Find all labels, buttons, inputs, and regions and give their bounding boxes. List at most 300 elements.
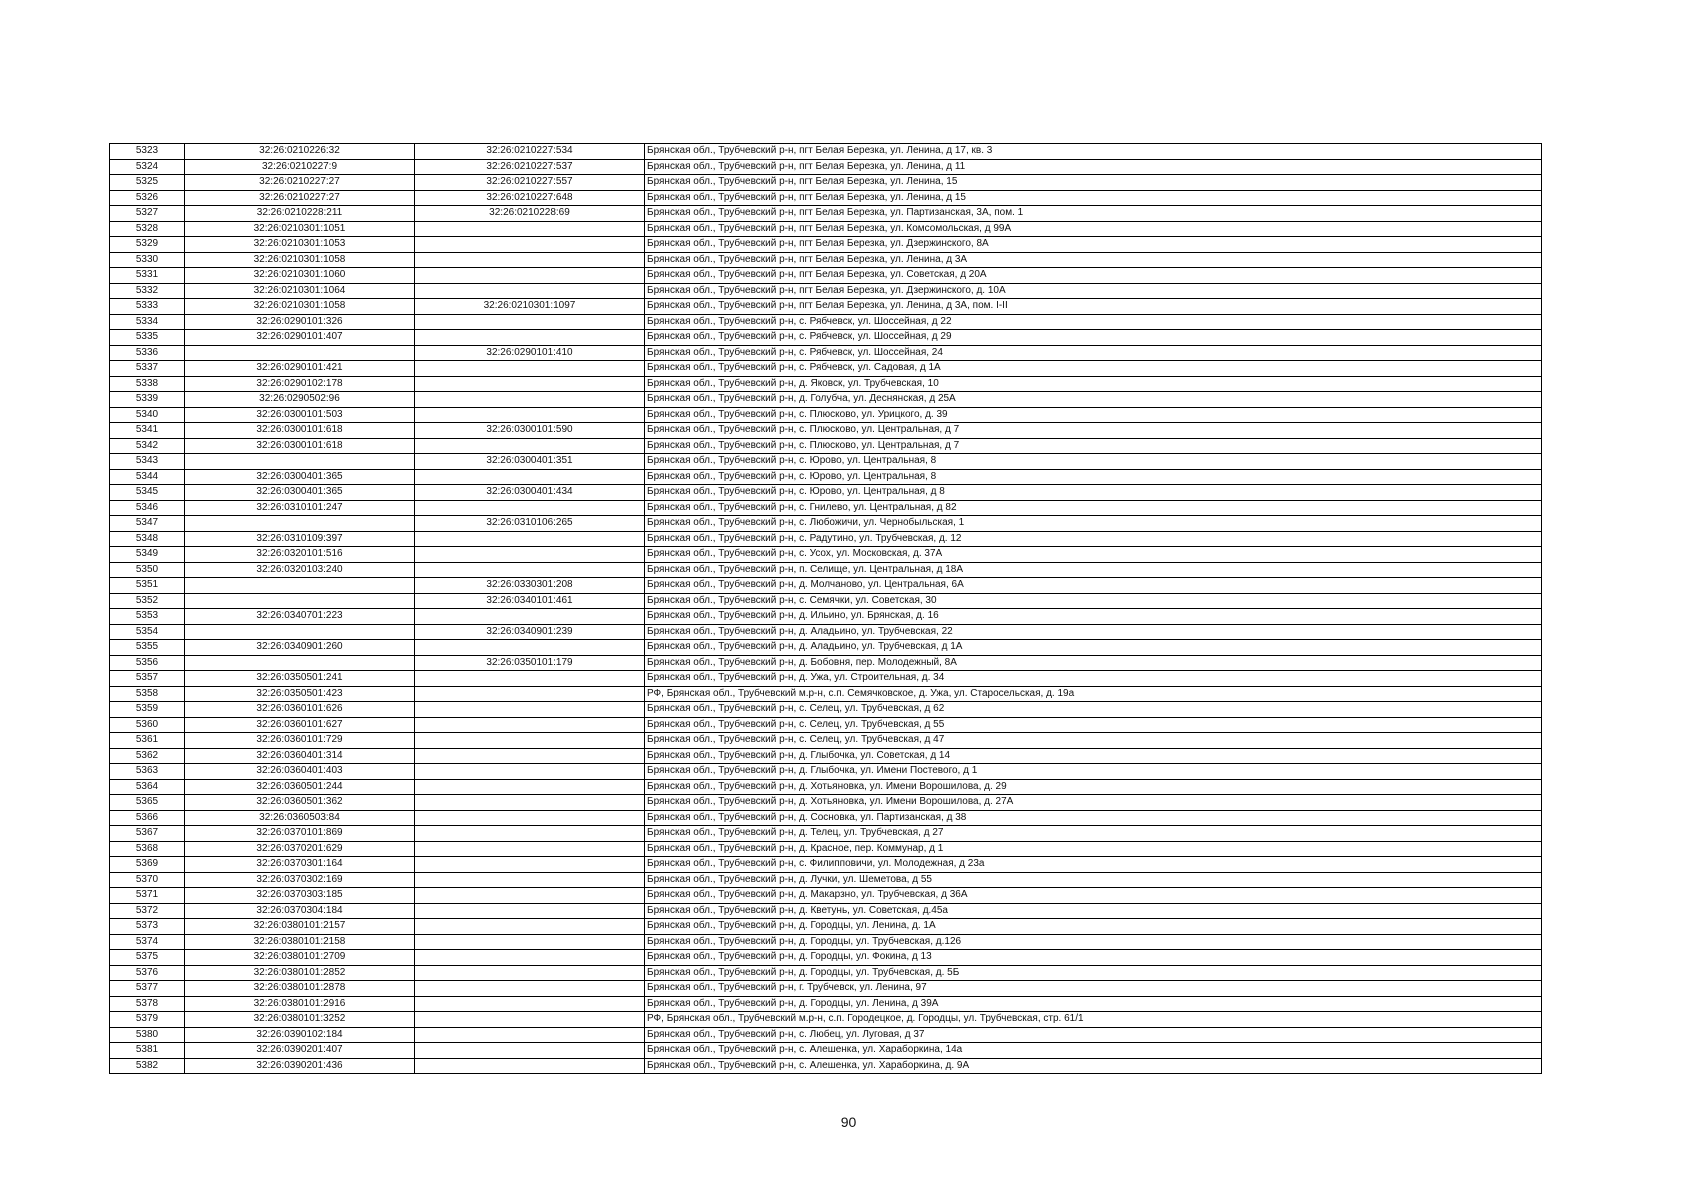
row-number-cell: 5336	[110, 345, 185, 361]
address-cell: Брянская обл., Трубчевский р-н, пгт Белая Березка, ул. Комсомольская, д 99А	[645, 221, 1542, 237]
address-cell: Брянская обл., Трубчевский р-н, с. Юрово, ул. Центральная, 8	[645, 469, 1542, 485]
parent-cadastral-number-cell	[415, 810, 645, 826]
row-number-cell: 5346	[110, 500, 185, 516]
cadastral-number-cell: 32:26:0360501:244	[185, 779, 415, 795]
address-cell: Брянская обл., Трубчевский р-н, д. Кветунь, ул. Советская, д.45а	[645, 903, 1542, 919]
cadastral-number-cell	[185, 578, 415, 594]
cadastral-number-cell: 32:26:0350501:241	[185, 671, 415, 687]
parent-cadastral-number-cell	[415, 702, 645, 718]
address-cell: Брянская обл., Трубчевский р-н, с. Плюсково, ул. Центральная, д 7	[645, 438, 1542, 454]
cadastral-number-cell: 32:26:0360101:626	[185, 702, 415, 718]
document-page	[109, 143, 1541, 1074]
cadastral-number-cell: 32:26:0380101:2709	[185, 950, 415, 966]
parent-cadastral-number-cell	[415, 438, 645, 454]
address-cell: Брянская обл., Трубчевский р-н, пгт Белая Березка, ул. Ленина, д 3А, пом. I-II	[645, 299, 1542, 315]
table-row	[110, 206, 1542, 222]
row-number-cell: 5351	[110, 578, 185, 594]
cadastral-number-cell	[185, 593, 415, 609]
parent-cadastral-number-cell	[415, 857, 645, 873]
parent-cadastral-number-cell: 32:26:0290101:410	[415, 345, 645, 361]
address-cell: Брянская обл., Трубчевский р-н, д. Городцы, ул. Ленина, д. 1А	[645, 919, 1542, 935]
table-row	[110, 624, 1542, 640]
parent-cadastral-number-cell	[415, 733, 645, 749]
parent-cadastral-number-cell	[415, 841, 645, 857]
row-number-cell: 5330	[110, 252, 185, 268]
table-row	[110, 841, 1542, 857]
cadastral-number-cell: 32:26:0360401:314	[185, 748, 415, 764]
parent-cadastral-number-cell	[415, 330, 645, 346]
table-row	[110, 996, 1542, 1012]
parent-cadastral-number-cell	[415, 764, 645, 780]
address-cell: Брянская обл., Трубчевский р-н, с. Усох, ул. Московская, д. 37А	[645, 547, 1542, 563]
row-number-cell: 5356	[110, 655, 185, 671]
address-cell: Брянская обл., Трубчевский р-н, с. Филипповичи, ул. Молодежная, д 23а	[645, 857, 1542, 873]
parent-cadastral-number-cell	[415, 314, 645, 330]
row-number-cell: 5341	[110, 423, 185, 439]
address-cell: Брянская обл., Трубчевский р-н, д. Городцы, ул. Трубчевская, д.126	[645, 934, 1542, 950]
row-number-cell: 5360	[110, 717, 185, 733]
cadastral-number-cell	[185, 454, 415, 470]
table-row	[110, 268, 1542, 284]
cadastral-number-cell: 32:26:0310109:397	[185, 531, 415, 547]
row-number-cell: 5380	[110, 1027, 185, 1043]
table-row	[110, 562, 1542, 578]
parent-cadastral-number-cell	[415, 1027, 645, 1043]
row-number-cell: 5333	[110, 299, 185, 315]
cadastral-number-cell: 32:26:0210301:1053	[185, 237, 415, 253]
parent-cadastral-number-cell	[415, 686, 645, 702]
row-number-cell: 5354	[110, 624, 185, 640]
cadastral-number-cell: 32:26:0210227:27	[185, 175, 415, 191]
register-table-body	[110, 144, 1542, 1074]
cadastral-number-cell: 32:26:0290101:326	[185, 314, 415, 330]
row-number-cell: 5334	[110, 314, 185, 330]
address-cell: Брянская обл., Трубчевский р-н, с. Селец, ул. Трубчевская, д 62	[645, 702, 1542, 718]
register-table	[109, 143, 1542, 1074]
cadastral-number-cell: 32:26:0370303:185	[185, 888, 415, 904]
address-cell: Брянская обл., Трубчевский р-н, пгт Белая Березка, ул. Ленина, д 15	[645, 190, 1542, 206]
address-cell: Брянская обл., Трубчевский р-н, д. Городцы, ул. Трубчевская, д. 5Б	[645, 965, 1542, 981]
address-cell: Брянская обл., Трубчевский р-н, с. Любец, ул. Луговая, д 37	[645, 1027, 1542, 1043]
cadastral-number-cell: 32:26:0290102:178	[185, 376, 415, 392]
row-number-cell: 5348	[110, 531, 185, 547]
cadastral-number-cell: 32:26:0370302:169	[185, 872, 415, 888]
cadastral-number-cell: 32:26:0380101:2852	[185, 965, 415, 981]
cadastral-number-cell: 32:26:0210227:27	[185, 190, 415, 206]
table-row	[110, 159, 1542, 175]
row-number-cell: 5327	[110, 206, 185, 222]
row-number-cell: 5358	[110, 686, 185, 702]
row-number-cell: 5343	[110, 454, 185, 470]
parent-cadastral-number-cell	[415, 500, 645, 516]
cadastral-number-cell: 32:26:0320103:240	[185, 562, 415, 578]
parent-cadastral-number-cell	[415, 795, 645, 811]
parent-cadastral-number-cell: 32:26:0300101:590	[415, 423, 645, 439]
cadastral-number-cell: 32:26:0390201:407	[185, 1043, 415, 1059]
row-number-cell: 5340	[110, 407, 185, 423]
parent-cadastral-number-cell	[415, 376, 645, 392]
address-cell: Брянская обл., Трубчевский р-н, д. Сосновка, ул. Партизанская, д 38	[645, 810, 1542, 826]
cadastral-number-cell: 32:26:0360401:403	[185, 764, 415, 780]
row-number-cell: 5338	[110, 376, 185, 392]
row-number-cell: 5337	[110, 361, 185, 377]
table-row	[110, 516, 1542, 532]
cadastral-number-cell: 32:26:0290101:407	[185, 330, 415, 346]
address-cell: Брянская обл., Трубчевский р-н, пгт Белая Березка, ул. Советская, д 20А	[645, 268, 1542, 284]
parent-cadastral-number-cell: 32:26:0210227:537	[415, 159, 645, 175]
cadastral-number-cell: 32:26:0300101:618	[185, 423, 415, 439]
row-number-cell: 5349	[110, 547, 185, 563]
address-cell: Брянская обл., Трубчевский р-н, с. Плюсково, ул. Центральная, д 7	[645, 423, 1542, 439]
cadastral-number-cell: 32:26:0300401:365	[185, 469, 415, 485]
table-row	[110, 252, 1542, 268]
parent-cadastral-number-cell: 32:26:0210227:534	[415, 144, 645, 160]
row-number-cell: 5366	[110, 810, 185, 826]
row-number-cell: 5371	[110, 888, 185, 904]
address-cell: Брянская обл., Трубчевский р-н, с. Гнилево, ул. Центральная, д 82	[645, 500, 1542, 516]
table-row	[110, 857, 1542, 873]
address-cell: Брянская обл., Трубчевский р-н, д. Голубча, ул. Деснянская, д 25А	[645, 392, 1542, 408]
table-row	[110, 361, 1542, 377]
cadastral-number-cell: 32:26:0290502:96	[185, 392, 415, 408]
table-row	[110, 950, 1542, 966]
table-row	[110, 686, 1542, 702]
cadastral-number-cell: 32:26:0210301:1051	[185, 221, 415, 237]
cadastral-number-cell	[185, 624, 415, 640]
cadastral-number-cell: 32:26:0210301:1064	[185, 283, 415, 299]
table-row	[110, 438, 1542, 454]
table-row	[110, 981, 1542, 997]
row-number-cell: 5365	[110, 795, 185, 811]
row-number-cell: 5364	[110, 779, 185, 795]
cadastral-number-cell: 32:26:0210228:211	[185, 206, 415, 222]
cadastral-number-cell: 32:26:0210227:9	[185, 159, 415, 175]
parent-cadastral-number-cell	[415, 872, 645, 888]
parent-cadastral-number-cell: 32:26:0210301:1097	[415, 299, 645, 315]
row-number-cell: 5328	[110, 221, 185, 237]
row-number-cell: 5345	[110, 485, 185, 501]
table-row	[110, 717, 1542, 733]
table-row	[110, 469, 1542, 485]
address-cell: Брянская обл., Трубчевский р-н, д. Городцы, ул. Фокина, д 13	[645, 950, 1542, 966]
parent-cadastral-number-cell	[415, 981, 645, 997]
parent-cadastral-number-cell: 32:26:0210227:648	[415, 190, 645, 206]
parent-cadastral-number-cell	[415, 748, 645, 764]
address-cell: Брянская обл., Трубчевский р-н, с. Алешенка, ул. Хараборкина, 14а	[645, 1043, 1542, 1059]
table-row	[110, 299, 1542, 315]
address-cell: Брянская обл., Трубчевский р-н, пгт Белая Березка, ул. Партизанская, 3А, пом. 1	[645, 206, 1542, 222]
cadastral-number-cell: 32:26:0210226:32	[185, 144, 415, 160]
row-number-cell: 5368	[110, 841, 185, 857]
row-number-cell: 5373	[110, 919, 185, 935]
parent-cadastral-number-cell	[415, 1043, 645, 1059]
row-number-cell: 5329	[110, 237, 185, 253]
address-cell: Брянская обл., Трубчевский р-н, пгт Белая Березка, ул. Дзержинского, д. 10А	[645, 283, 1542, 299]
parent-cadastral-number-cell	[415, 903, 645, 919]
address-cell: Брянская обл., Трубчевский р-н, с. Семячки, ул. Советская, 30	[645, 593, 1542, 609]
parent-cadastral-number-cell	[415, 547, 645, 563]
address-cell: Брянская обл., Трубчевский р-н, д. Красное, пер. Коммунар, д 1	[645, 841, 1542, 857]
parent-cadastral-number-cell: 32:26:0340901:239	[415, 624, 645, 640]
table-row	[110, 531, 1542, 547]
address-cell: Брянская обл., Трубчевский р-н, с. Рябчевск, ул. Садовая, д 1А	[645, 361, 1542, 377]
address-cell: Брянская обл., Трубчевский р-н, п. Селище, ул. Центральная, д 18А	[645, 562, 1542, 578]
row-number-cell: 5332	[110, 283, 185, 299]
row-number-cell: 5331	[110, 268, 185, 284]
page-number: 90	[840, 1114, 857, 1130]
row-number-cell: 5324	[110, 159, 185, 175]
parent-cadastral-number-cell	[415, 950, 645, 966]
cadastral-number-cell	[185, 345, 415, 361]
parent-cadastral-number-cell: 32:26:0340101:461	[415, 593, 645, 609]
row-number-cell: 5326	[110, 190, 185, 206]
parent-cadastral-number-cell	[415, 469, 645, 485]
address-cell: Брянская обл., Трубчевский р-н, с. Рябчевск, ул. Шоссейная, д 29	[645, 330, 1542, 346]
parent-cadastral-number-cell: 32:26:0330301:208	[415, 578, 645, 594]
table-row	[110, 144, 1542, 160]
parent-cadastral-number-cell	[415, 919, 645, 935]
row-number-cell: 5357	[110, 671, 185, 687]
table-row	[110, 578, 1542, 594]
address-cell: Брянская обл., Трубчевский р-н, д. Телец, ул. Трубчевская, д 27	[645, 826, 1542, 842]
row-number-cell: 5362	[110, 748, 185, 764]
parent-cadastral-number-cell: 32:26:0310106:265	[415, 516, 645, 532]
table-row	[110, 547, 1542, 563]
table-row	[110, 314, 1542, 330]
table-row	[110, 500, 1542, 516]
address-cell: Брянская обл., Трубчевский р-н, с. Рябчевск, ул. Шоссейная, д 22	[645, 314, 1542, 330]
address-cell: Брянская обл., Трубчевский р-н, д. Городцы, ул. Ленина, д 39А	[645, 996, 1542, 1012]
parent-cadastral-number-cell: 32:26:0350101:179	[415, 655, 645, 671]
cadastral-number-cell: 32:26:0370101:869	[185, 826, 415, 842]
row-number-cell: 5325	[110, 175, 185, 191]
row-number-cell: 5323	[110, 144, 185, 160]
table-row	[110, 1058, 1542, 1074]
table-row	[110, 454, 1542, 470]
address-cell: Брянская обл., Трубчевский р-н, с. Плюсково, ул. Урицкого, д. 39	[645, 407, 1542, 423]
table-row	[110, 283, 1542, 299]
row-number-cell: 5352	[110, 593, 185, 609]
parent-cadastral-number-cell	[415, 609, 645, 625]
row-number-cell: 5359	[110, 702, 185, 718]
cadastral-number-cell: 32:26:0380101:3252	[185, 1012, 415, 1028]
row-number-cell: 5335	[110, 330, 185, 346]
address-cell: Брянская обл., Трубчевский р-н, д. Бобовня, пер. Молодежный, 8А	[645, 655, 1542, 671]
row-number-cell: 5361	[110, 733, 185, 749]
cadastral-number-cell: 32:26:0210301:1060	[185, 268, 415, 284]
cadastral-number-cell	[185, 655, 415, 671]
table-row	[110, 392, 1542, 408]
address-cell: Брянская обл., Трубчевский р-н, с. Селец, ул. Трубчевская, д 55	[645, 717, 1542, 733]
table-row	[110, 190, 1542, 206]
parent-cadastral-number-cell	[415, 1012, 645, 1028]
parent-cadastral-number-cell	[415, 268, 645, 284]
cadastral-number-cell: 32:26:0380101:2157	[185, 919, 415, 935]
address-cell: Брянская обл., Трубчевский р-н, д. Макарзно, ул. Трубчевская, д 36А	[645, 888, 1542, 904]
cadastral-number-cell: 32:26:0320101:516	[185, 547, 415, 563]
table-row	[110, 748, 1542, 764]
row-number-cell: 5363	[110, 764, 185, 780]
address-cell: Брянская обл., Трубчевский р-н, д. Хотьяновка, ул. Имени Ворошилова, д. 29	[645, 779, 1542, 795]
parent-cadastral-number-cell	[415, 1058, 645, 1074]
parent-cadastral-number-cell	[415, 934, 645, 950]
table-row	[110, 764, 1542, 780]
address-cell: Брянская обл., Трубчевский р-н, пгт Белая Березка, ул. Ленина, д 3А	[645, 252, 1542, 268]
address-cell: Брянская обл., Трубчевский р-н, с. Селец, ул. Трубчевская, д 47	[645, 733, 1542, 749]
parent-cadastral-number-cell	[415, 671, 645, 687]
row-number-cell: 5377	[110, 981, 185, 997]
address-cell: Брянская обл., Трубчевский р-н, д. Ужа, ул. Строительная, д. 34	[645, 671, 1542, 687]
row-number-cell: 5372	[110, 903, 185, 919]
parent-cadastral-number-cell	[415, 717, 645, 733]
table-row	[110, 655, 1542, 671]
table-row	[110, 221, 1542, 237]
row-number-cell: 5382	[110, 1058, 185, 1074]
address-cell: Брянская обл., Трубчевский р-н, пгт Белая Березка, ул. Ленина, д 11	[645, 159, 1542, 175]
parent-cadastral-number-cell	[415, 283, 645, 299]
address-cell: Брянская обл., Трубчевский р-н, д. Хотьяновка, ул. Имени Ворошилова, д. 27А	[645, 795, 1542, 811]
row-number-cell: 5369	[110, 857, 185, 873]
row-number-cell: 5347	[110, 516, 185, 532]
table-row	[110, 826, 1542, 842]
parent-cadastral-number-cell: 32:26:0210227:557	[415, 175, 645, 191]
cadastral-number-cell: 32:26:0390102:184	[185, 1027, 415, 1043]
table-row	[110, 733, 1542, 749]
cadastral-number-cell: 32:26:0380101:2158	[185, 934, 415, 950]
cadastral-number-cell: 32:26:0370301:164	[185, 857, 415, 873]
table-row	[110, 1027, 1542, 1043]
parent-cadastral-number-cell	[415, 237, 645, 253]
parent-cadastral-number-cell: 32:26:0300401:434	[415, 485, 645, 501]
table-row	[110, 965, 1542, 981]
table-row	[110, 810, 1542, 826]
cadastral-number-cell: 32:26:0290101:421	[185, 361, 415, 377]
parent-cadastral-number-cell	[415, 221, 645, 237]
address-cell: Брянская обл., Трубчевский р-н, с. Радутино, ул. Трубчевская, д. 12	[645, 531, 1542, 547]
table-row	[110, 779, 1542, 795]
row-number-cell: 5350	[110, 562, 185, 578]
cadastral-number-cell: 32:26:0370304:184	[185, 903, 415, 919]
parent-cadastral-number-cell	[415, 888, 645, 904]
row-number-cell: 5381	[110, 1043, 185, 1059]
parent-cadastral-number-cell	[415, 996, 645, 1012]
address-cell: Брянская обл., Трубчевский р-н, пгт Белая Березка, ул. Ленина, 15	[645, 175, 1542, 191]
row-number-cell: 5367	[110, 826, 185, 842]
table-row	[110, 919, 1542, 935]
row-number-cell: 5355	[110, 640, 185, 656]
address-cell: Брянская обл., Трубчевский р-н, пгт Белая Березка, ул. Дзержинского, 8А	[645, 237, 1542, 253]
cadastral-number-cell: 32:26:0370201:629	[185, 841, 415, 857]
cadastral-number-cell: 32:26:0390201:436	[185, 1058, 415, 1074]
parent-cadastral-number-cell	[415, 252, 645, 268]
cadastral-number-cell: 32:26:0360101:627	[185, 717, 415, 733]
cadastral-number-cell: 32:26:0380101:2878	[185, 981, 415, 997]
address-cell: Брянская обл., Трубчевский р-н, г. Трубчевск, ул. Ленина, 97	[645, 981, 1542, 997]
cadastral-number-cell: 32:26:0350501:423	[185, 686, 415, 702]
parent-cadastral-number-cell	[415, 392, 645, 408]
address-cell: Брянская обл., Трубчевский р-н, с. Юрово, ул. Центральная, д 8	[645, 485, 1542, 501]
cadastral-number-cell: 32:26:0340901:260	[185, 640, 415, 656]
address-cell: Брянская обл., Трубчевский р-н, пгт Белая Березка, ул. Ленина, д 17, кв. 3	[645, 144, 1542, 160]
table-row	[110, 407, 1542, 423]
table-row	[110, 872, 1542, 888]
parent-cadastral-number-cell: 32:26:0300401:351	[415, 454, 645, 470]
cadastral-number-cell: 32:26:0360101:729	[185, 733, 415, 749]
cadastral-number-cell: 32:26:0210301:1058	[185, 299, 415, 315]
table-row	[110, 175, 1542, 191]
parent-cadastral-number-cell: 32:26:0210228:69	[415, 206, 645, 222]
cadastral-number-cell: 32:26:0340701:223	[185, 609, 415, 625]
address-cell: Брянская обл., Трубчевский р-н, д. Лучки, ул. Шеметова, д 55	[645, 872, 1542, 888]
address-cell: Брянская обл., Трубчевский р-н, д. Аладьино, ул. Трубчевская, д 1А	[645, 640, 1542, 656]
parent-cadastral-number-cell	[415, 779, 645, 795]
row-number-cell: 5339	[110, 392, 185, 408]
table-row	[110, 485, 1542, 501]
row-number-cell: 5370	[110, 872, 185, 888]
row-number-cell: 5376	[110, 965, 185, 981]
table-row	[110, 640, 1542, 656]
parent-cadastral-number-cell	[415, 640, 645, 656]
address-cell: Брянская обл., Трубчевский р-н, д. Глыбочка, ул. Советская, д 14	[645, 748, 1542, 764]
parent-cadastral-number-cell	[415, 562, 645, 578]
parent-cadastral-number-cell	[415, 407, 645, 423]
table-row	[110, 702, 1542, 718]
address-cell: Брянская обл., Трубчевский р-н, с. Рябчевск, ул. Шоссейная, 24	[645, 345, 1542, 361]
table-row	[110, 237, 1542, 253]
cadastral-number-cell: 32:26:0300101:503	[185, 407, 415, 423]
address-cell: Брянская обл., Трубчевский р-н, д. Аладьино, ул. Трубчевская, 22	[645, 624, 1542, 640]
parent-cadastral-number-cell	[415, 826, 645, 842]
address-cell: Брянская обл., Трубчевский р-н, д. Молчаново, ул. Центральная, 6А	[645, 578, 1542, 594]
table-row	[110, 609, 1542, 625]
row-number-cell: 5353	[110, 609, 185, 625]
table-row	[110, 593, 1542, 609]
parent-cadastral-number-cell	[415, 361, 645, 377]
table-row	[110, 795, 1542, 811]
address-cell: Брянская обл., Трубчевский р-н, д. Глыбочка, ул. Имени Постевого, д 1	[645, 764, 1542, 780]
row-number-cell: 5379	[110, 1012, 185, 1028]
cadastral-number-cell: 32:26:0300401:365	[185, 485, 415, 501]
address-cell: Брянская обл., Трубчевский р-н, д. Ильино, ул. Брянская, д. 16	[645, 609, 1542, 625]
cadastral-number-cell: 32:26:0300101:618	[185, 438, 415, 454]
table-row	[110, 1043, 1542, 1059]
row-number-cell: 5342	[110, 438, 185, 454]
table-row	[110, 423, 1542, 439]
cadastral-number-cell: 32:26:0360501:362	[185, 795, 415, 811]
table-row	[110, 330, 1542, 346]
address-cell: Брянская обл., Трубчевский р-н, с. Алешенка, ул. Хараборкина, д. 9А	[645, 1058, 1542, 1074]
row-number-cell: 5344	[110, 469, 185, 485]
cadastral-number-cell: 32:26:0310101:247	[185, 500, 415, 516]
row-number-cell: 5378	[110, 996, 185, 1012]
address-cell: Брянская обл., Трубчевский р-н, с. Юрово, ул. Центральная, 8	[645, 454, 1542, 470]
table-row	[110, 376, 1542, 392]
table-row	[110, 345, 1542, 361]
table-row	[110, 1012, 1542, 1028]
row-number-cell: 5375	[110, 950, 185, 966]
parent-cadastral-number-cell	[415, 965, 645, 981]
address-cell: РФ, Брянская обл., Трубчевский м.р-н, с.п. Семячковское, д. Ужа, ул. Старосельская, д. 19а	[645, 686, 1542, 702]
cadastral-number-cell: 32:26:0360503:84	[185, 810, 415, 826]
cadastral-number-cell: 32:26:0380101:2916	[185, 996, 415, 1012]
address-cell: Брянская обл., Трубчевский р-н, с. Любожичи, ул. Чернобыльская, 1	[645, 516, 1542, 532]
cadastral-number-cell: 32:26:0210301:1058	[185, 252, 415, 268]
address-cell: Брянская обл., Трубчевский р-н, д. Яковск, ул. Трубчевская, 10	[645, 376, 1542, 392]
address-cell: РФ, Брянская обл., Трубчевский м.р-н, с.п. Городецкое, д. Городцы, ул. Трубчевская, стр. 61/1	[645, 1012, 1542, 1028]
table-row	[110, 671, 1542, 687]
row-number-cell: 5374	[110, 934, 185, 950]
cadastral-number-cell	[185, 516, 415, 532]
